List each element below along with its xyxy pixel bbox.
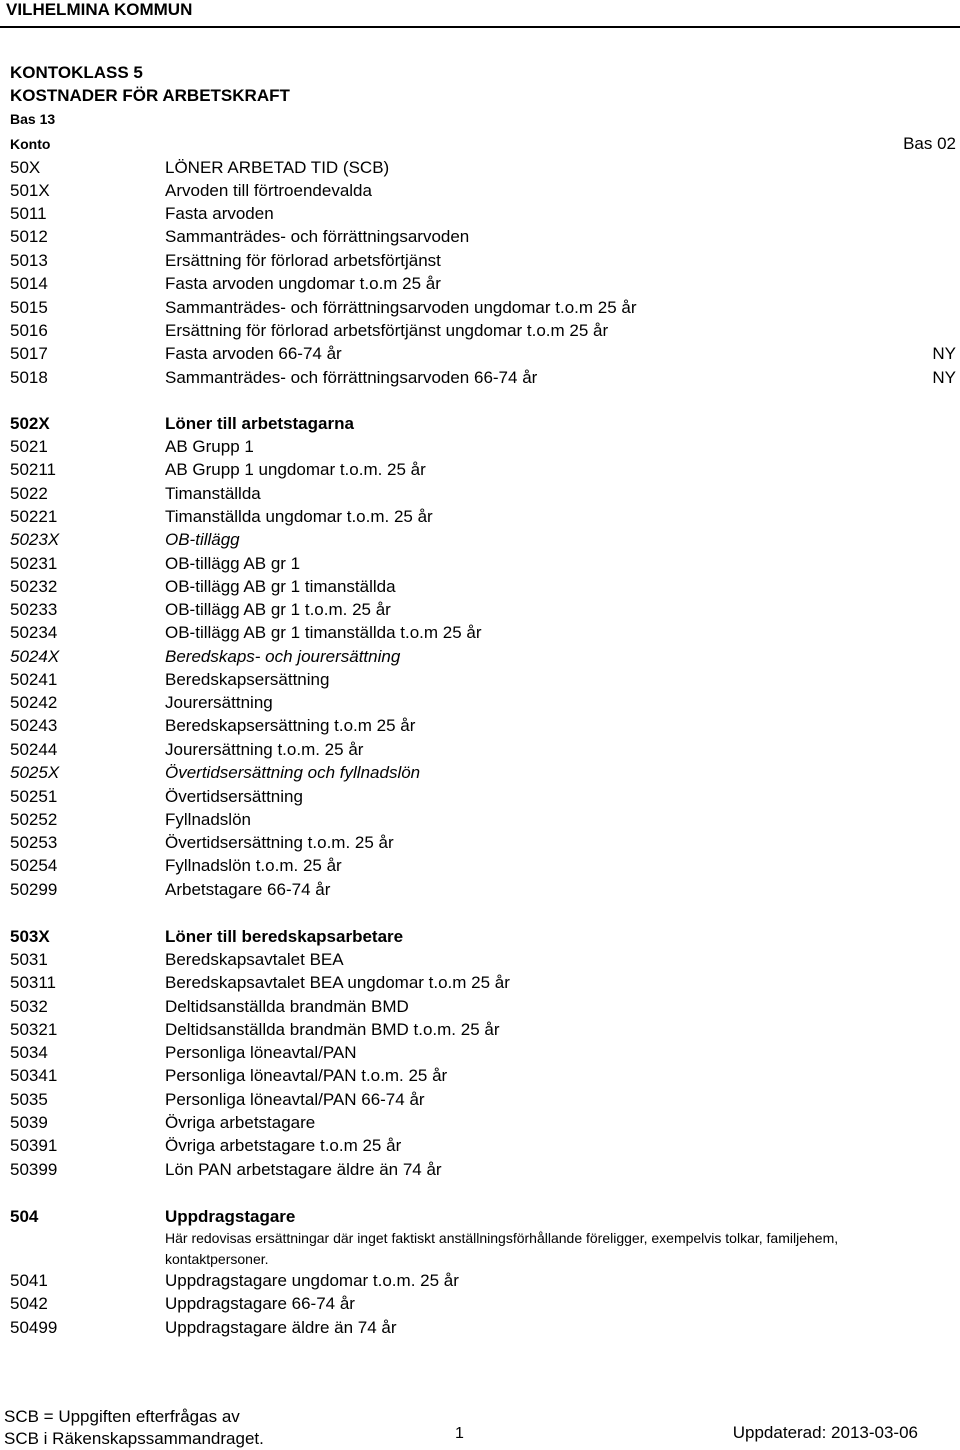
updated-date: Uppdaterad: 2013-03-06 — [732, 1423, 918, 1442]
account-label: Uppdragstagare äldre än 74 år — [165, 1318, 397, 1337]
account-row — [10, 342, 956, 365]
account-row — [10, 366, 956, 389]
account-row — [10, 435, 956, 458]
account-row — [10, 179, 956, 202]
account-code: 50311 — [10, 973, 57, 992]
account-code: 501X — [10, 181, 50, 200]
account-label: Ersättning för förlorad arbetsförtjänst — [165, 251, 441, 270]
account-label: OB-tillägg AB gr 1 t.o.m. 25 år — [165, 600, 391, 619]
account-code: 50234 — [10, 623, 58, 642]
header-divider — [0, 26, 960, 28]
account-code: 50X — [10, 158, 41, 177]
account-label: Fyllnadslön t.o.m. 25 år — [165, 856, 342, 875]
account-row — [10, 1041, 956, 1064]
konto-column-header: Konto — [10, 136, 51, 152]
account-label: Uppdragstagare 66-74 år — [165, 1294, 355, 1313]
account-code: 5035 — [10, 1090, 48, 1109]
account-row — [10, 575, 956, 598]
account-row — [10, 1088, 956, 1111]
account-row — [10, 691, 956, 714]
footer-scb-note-line1: SCB = Uppgiften efterfrågas av — [4, 1407, 240, 1426]
account-row — [10, 645, 956, 668]
account-row — [10, 458, 956, 481]
account-label: Fasta arvoden ungdomar t.o.m 25 år — [165, 274, 441, 293]
account-label: Deltidsanställda brandmän BMD t.o.m. 25 år — [165, 1020, 500, 1039]
account-row — [10, 831, 956, 854]
account-code: 50221 — [10, 507, 58, 526]
account-code: 5041 — [10, 1271, 48, 1290]
account-code: 5018 — [10, 368, 48, 387]
account-label: Beredskapsavtalet BEA — [165, 950, 344, 969]
account-label: Timanställda — [165, 484, 261, 503]
account-code: 50299 — [10, 880, 58, 899]
bas02-column-header: Bas 02 — [903, 134, 956, 153]
account-label: Arbetstagare 66-74 år — [165, 880, 331, 899]
account-row — [10, 528, 956, 551]
uppdragstagare-note: Här redovisas ersättningar där inget faktiskt anställningsförhållande föreligger, exempelvis tolkar, familjehem, kontaktpersoner. — [165, 1230, 839, 1267]
account-label: Övertidsersättning t.o.m. 25 år — [165, 833, 394, 852]
account-code: 50254 — [10, 856, 58, 875]
account-row — [10, 995, 956, 1018]
account-row — [10, 878, 956, 901]
account-label: Uppdragstagare ungdomar t.o.m. 25 år — [165, 1271, 459, 1290]
account-row — [10, 854, 956, 877]
account-code: 50232 — [10, 577, 58, 596]
account-row — [10, 714, 956, 737]
account-row — [10, 319, 956, 342]
account-label: Arvoden till förtroendevalda — [165, 181, 372, 200]
account-label: OB-tillägg — [165, 530, 240, 549]
account-label: Övriga arbetstagare t.o.m 25 år — [165, 1136, 402, 1155]
account-label: Beredskapsavtalet BEA ungdomar t.o.m 25 år — [165, 973, 510, 992]
account-row — [10, 925, 956, 948]
account-label: OB-tillägg AB gr 1 timanställda t.o.m 25 år — [165, 623, 482, 642]
account-label: Sammanträdes- och förrättningsarvoden — [165, 227, 470, 246]
account-row — [10, 1134, 956, 1157]
account-code: 50233 — [10, 600, 58, 619]
account-label: Timanställda ungdomar t.o.m. 25 år — [165, 507, 433, 526]
new-account-flag: NY — [932, 344, 956, 363]
account-row — [10, 1316, 956, 1339]
account-label: Personliga löneavtal/PAN 66-74 år — [165, 1090, 425, 1109]
account-label: AB Grupp 1 — [165, 437, 254, 456]
account-row — [10, 505, 956, 528]
account-row — [10, 808, 956, 831]
account-label: OB-tillägg AB gr 1 timanställda — [165, 577, 396, 596]
account-code: 50243 — [10, 716, 58, 735]
account-code: 5017 — [10, 344, 48, 363]
account-label: Personliga löneavtal/PAN — [165, 1043, 357, 1062]
account-row — [10, 738, 956, 761]
account-row — [10, 621, 956, 644]
account-code: 50341 — [10, 1066, 58, 1085]
account-code: 50253 — [10, 833, 58, 852]
account-label: Löner till arbetstagarna — [165, 414, 354, 433]
account-code: 5039 — [10, 1113, 48, 1132]
account-label: Fasta arvoden — [165, 204, 274, 223]
account-label: Ersättning för förlorad arbetsförtjänst ungdomar t.o.m 25 år — [165, 321, 609, 340]
account-label: Uppdragstagare — [165, 1207, 296, 1226]
account-code: 5022 — [10, 484, 48, 503]
account-row — [10, 412, 956, 435]
account-code: 50391 — [10, 1136, 58, 1155]
account-label: Övertidsersättning och fyllnadslön — [165, 763, 421, 782]
account-code: 50231 — [10, 554, 58, 573]
account-code: 50499 — [10, 1318, 58, 1337]
account-code: 50321 — [10, 1020, 58, 1039]
page-number: 1 — [455, 1425, 464, 1442]
account-row — [10, 552, 956, 575]
account-code: 50211 — [10, 460, 57, 479]
account-code: 5021 — [10, 437, 48, 456]
account-row — [10, 1205, 956, 1228]
account-row — [10, 156, 956, 179]
account-label: Beredskapsersättning — [165, 670, 330, 689]
account-row — [10, 598, 956, 621]
footer-scb-note-line2: SCB i Räkenskapssammandraget. — [4, 1429, 264, 1448]
account-label: Sammanträdes- och förrättningsarvoden 66-74 år — [165, 368, 538, 387]
account-row — [10, 1292, 956, 1315]
account-label: Löner till beredskapsarbetare — [165, 927, 404, 946]
account-row — [10, 272, 956, 295]
account-code: 5011 — [10, 204, 47, 223]
new-account-flag: NY — [932, 368, 956, 387]
account-label: Jourersättning — [165, 693, 273, 712]
account-row — [10, 948, 956, 971]
account-row — [10, 761, 956, 784]
account-code: 5012 — [10, 227, 48, 246]
account-row — [10, 225, 956, 248]
account-code: 5016 — [10, 321, 48, 340]
account-row — [10, 1064, 956, 1087]
account-row — [10, 249, 956, 272]
document-title: KONTOKLASS 5 — [10, 63, 143, 82]
account-row — [10, 668, 956, 691]
account-code: 5014 — [10, 274, 48, 293]
account-row — [10, 785, 956, 808]
account-row — [10, 971, 956, 994]
account-code: 502X — [10, 414, 50, 433]
account-code: 503X — [10, 927, 50, 946]
account-code: 5023X — [10, 530, 60, 549]
document-subtitle: KOSTNADER FÖR ARBETSKRAFT — [10, 86, 290, 105]
account-label: Sammanträdes- och förrättningsarvoden ungdomar t.o.m 25 år — [165, 298, 637, 317]
account-row — [10, 482, 956, 505]
account-label: Jourersättning t.o.m. 25 år — [165, 740, 364, 759]
account-label: Fasta arvoden 66-74 år — [165, 344, 342, 363]
account-code: 50242 — [10, 693, 58, 712]
account-code: 5015 — [10, 298, 48, 317]
account-row — [10, 1158, 956, 1181]
account-code: 5024X — [10, 647, 60, 666]
account-row — [10, 1269, 956, 1292]
account-label: Övriga arbetstagare — [165, 1113, 316, 1132]
account-label: Beredskaps- och jourersättning — [165, 647, 401, 666]
organization-name: VILHELMINA KOMMUN — [6, 0, 193, 19]
account-code: 50252 — [10, 810, 58, 829]
account-label: Personliga löneavtal/PAN t.o.m. 25 år — [165, 1066, 448, 1085]
account-code: 5032 — [10, 997, 48, 1016]
account-row — [10, 202, 956, 225]
account-code: 50241 — [10, 670, 58, 689]
account-code: 50244 — [10, 740, 58, 759]
account-row — [10, 1111, 956, 1134]
bas13-label: Bas 13 — [10, 111, 56, 127]
account-label: AB Grupp 1 ungdomar t.o.m. 25 år — [165, 460, 426, 479]
account-code: 50399 — [10, 1160, 58, 1179]
account-code: 5025X — [10, 763, 60, 782]
account-row — [10, 1018, 956, 1041]
account-label: LÖNER ARBETAD TID (SCB) — [165, 158, 390, 177]
account-row — [10, 296, 956, 319]
account-code: 5034 — [10, 1043, 48, 1062]
account-code: 5042 — [10, 1294, 48, 1313]
account-label: Beredskapsersättning t.o.m 25 år — [165, 716, 416, 735]
account-label: OB-tillägg AB gr 1 — [165, 554, 301, 573]
account-label: Fyllnadslön — [165, 810, 251, 829]
account-label: Lön PAN arbetstagare äldre än 74 år — [165, 1160, 442, 1179]
account-label: Deltidsanställda brandmän BMD — [165, 997, 409, 1016]
account-code: 5013 — [10, 251, 48, 270]
account-code: 504 — [10, 1207, 39, 1226]
account-code: 5031 — [10, 950, 48, 969]
account-code: 50251 — [10, 787, 58, 806]
account-label: Övertidsersättning — [165, 787, 303, 806]
